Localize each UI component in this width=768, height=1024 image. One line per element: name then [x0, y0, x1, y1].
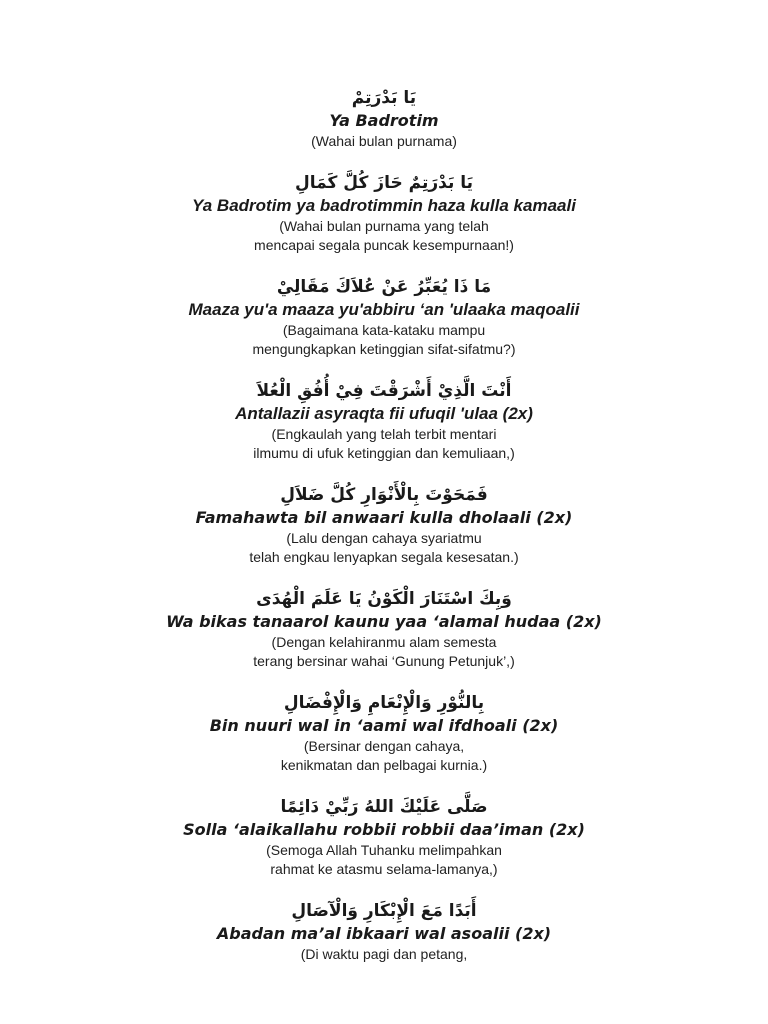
- arabic-verse: يَا بَدْرَتِمٌ حَازَ كُلَّ كَمَالِ: [294, 173, 474, 193]
- stanza-3: [0, 275, 768, 359]
- arabic-verse: أَبَدًا مَعَ الْإِبْكَارِ وَالْآصَالِ: [291, 901, 477, 921]
- stanza-7: [0, 691, 768, 775]
- translation-line: (Lalu dengan cahaya syariatmu: [286, 530, 482, 546]
- translation-line: mengungkapkan ketinggian sifat-sifatmu?): [252, 341, 516, 357]
- latin-transliteration: Bin nuuri wal in ‘aami wal ifdhoali (2x): [209, 716, 559, 735]
- arabic-verse: أَنْتَ الَّذِيْ أَشْرَقْتَ فِيْ أُفُقِ الْعُلاَ: [256, 381, 512, 401]
- arabic-verse: وَبِكَ اسْتَنَارَ الْكَوْنُ يَا عَلَمَ الْهُدَى: [256, 589, 512, 609]
- latin-transliteration: Wa bikas tanaarol kaunu yaa ‘alamal hudaa (2x): [166, 612, 602, 631]
- translation-line: (Di waktu pagi dan petang,: [300, 946, 468, 962]
- arabic-verse: يَا بَدْرَتِمْ: [351, 88, 417, 108]
- stanza-5: [0, 483, 768, 567]
- translation-line: (Bersinar dengan cahaya,: [303, 738, 465, 754]
- stanza-1: [0, 86, 768, 151]
- stanza-2: [0, 171, 768, 255]
- translation-line: mencapai segala puncak kesempurnaan!): [254, 237, 514, 253]
- translation-line: ilmumu di ufuk ketinggian dan kemuliaan,): [253, 445, 515, 461]
- stanza-8: [0, 795, 768, 879]
- translation-line: (Wahai bulan purnama yang telah: [279, 218, 489, 234]
- arabic-verse: صَلَّى عَلَيْكَ اللهُ رَبِّيْ دَائِمًا: [280, 797, 488, 817]
- latin-transliteration: Maaza yu'a maaza yu'abbiru ‘an 'ulaaka maqoalii: [188, 300, 580, 319]
- lyrics-page: [0, 86, 768, 984]
- translation-line: telah engkau lenyapkan segala kesesatan.): [249, 549, 519, 565]
- stanza-4: [0, 379, 768, 463]
- translation-line: (Semoga Allah Tuhanku melimpahkan: [266, 842, 502, 858]
- translation-line: (Wahai bulan purnama): [311, 133, 457, 149]
- latin-transliteration: Antallazii asyraqta fii ufuqil 'ulaa (2x): [235, 404, 533, 423]
- arabic-verse: فَمَحَوْتَ بِالْأَنْوَارِ كُلَّ ضَلاَلِ: [280, 485, 488, 505]
- translation-line: (Dengan kelahiranmu alam semesta: [271, 634, 497, 650]
- latin-transliteration: Ya Badrotim ya badrotimmin haza kulla kamaali: [192, 196, 576, 215]
- latin-transliteration: Abadan ma’al ibkaari wal asoalii (2x): [216, 924, 552, 943]
- latin-transliteration: Solla ‘alaikallahu robbii robbii daa’iman (2x): [183, 820, 585, 839]
- translation-line: (Engkaulah yang telah terbit mentari: [271, 426, 497, 442]
- translation-line: rahmat ke atasmu selama-lamanya,): [270, 861, 498, 877]
- arabic-verse: مَا ذَا يُعَبِّرُ عَنْ عُلاَكَ مَقَالِيْ: [276, 277, 492, 297]
- translation-line: (Bagaimana kata-kataku mampu: [282, 322, 486, 338]
- stanza-6: [0, 587, 768, 671]
- latin-transliteration: Ya Badrotim: [329, 111, 439, 130]
- translation-line: terang bersinar wahai ‘Gunung Petunjuk’,): [253, 653, 515, 669]
- latin-transliteration: Famahawta bil anwaari kulla dholaali (2x): [195, 508, 573, 527]
- arabic-verse: بِالنُّوْرِ وَالْإِنْعَامِ وَالْإِفْضَالِ: [283, 693, 485, 713]
- translation-line: kenikmatan dan pelbagai kurnia.): [280, 757, 488, 773]
- stanza-9: [0, 899, 768, 964]
